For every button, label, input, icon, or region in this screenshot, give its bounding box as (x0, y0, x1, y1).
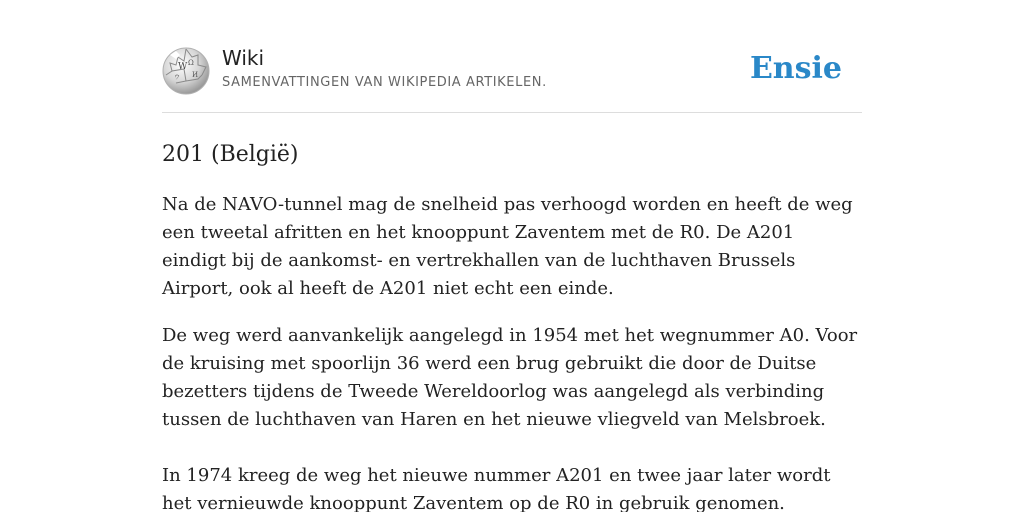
ensie-brand-link[interactable]: Ensie (749, 51, 842, 86)
svg-text:И: И (192, 71, 199, 79)
svg-text:Ω: Ω (188, 59, 194, 67)
article-paragraph: In 1974 kreeg de weg het nieuwe nummer A201 en twee jaar later wordt het vernieuwde knooppunt Zaventem op de R0 in gebruik genomen. (162, 465, 831, 512)
site-tagline: SAMENVATTINGEN VAN WIKIPEDIA ARTIKELEN. (222, 75, 547, 90)
site-name[interactable]: Wiki (222, 46, 265, 70)
article-paragraph: De weg werd aanvankelijk aangelegd in 1954 met het wegnummer A0. Voor de kruising met spoorlijn 36 werd een brug gebruikt die door de Duitse bezetters tijdens de Tweede Wereldoorlog was aangelegd als verbinding tussen de luchthaven van Haren en het nieuwe vliegveld van Melsbroek. (162, 325, 858, 430)
article-paragraph: Na de NAVO-tunnel mag de snelheid pas verhoogd worden en heeft de weg een tweetal afritten en het knooppunt Zaventem met de R0. De A201 eindigt bij de aankomst- en vertrekhallen van de luchthaven Brussels Airport, ook al heeft de A201 niet echt een einde. (162, 194, 853, 299)
site-header (162, 0, 862, 113)
page-title: 201 (België) (162, 142, 299, 167)
wikipedia-globe-icon[interactable] (162, 47, 210, 95)
page (162, 0, 862, 512)
article-body (162, 191, 862, 512)
svg-text:ウ: ウ (174, 74, 181, 81)
svg-text:W: W (178, 62, 188, 72)
